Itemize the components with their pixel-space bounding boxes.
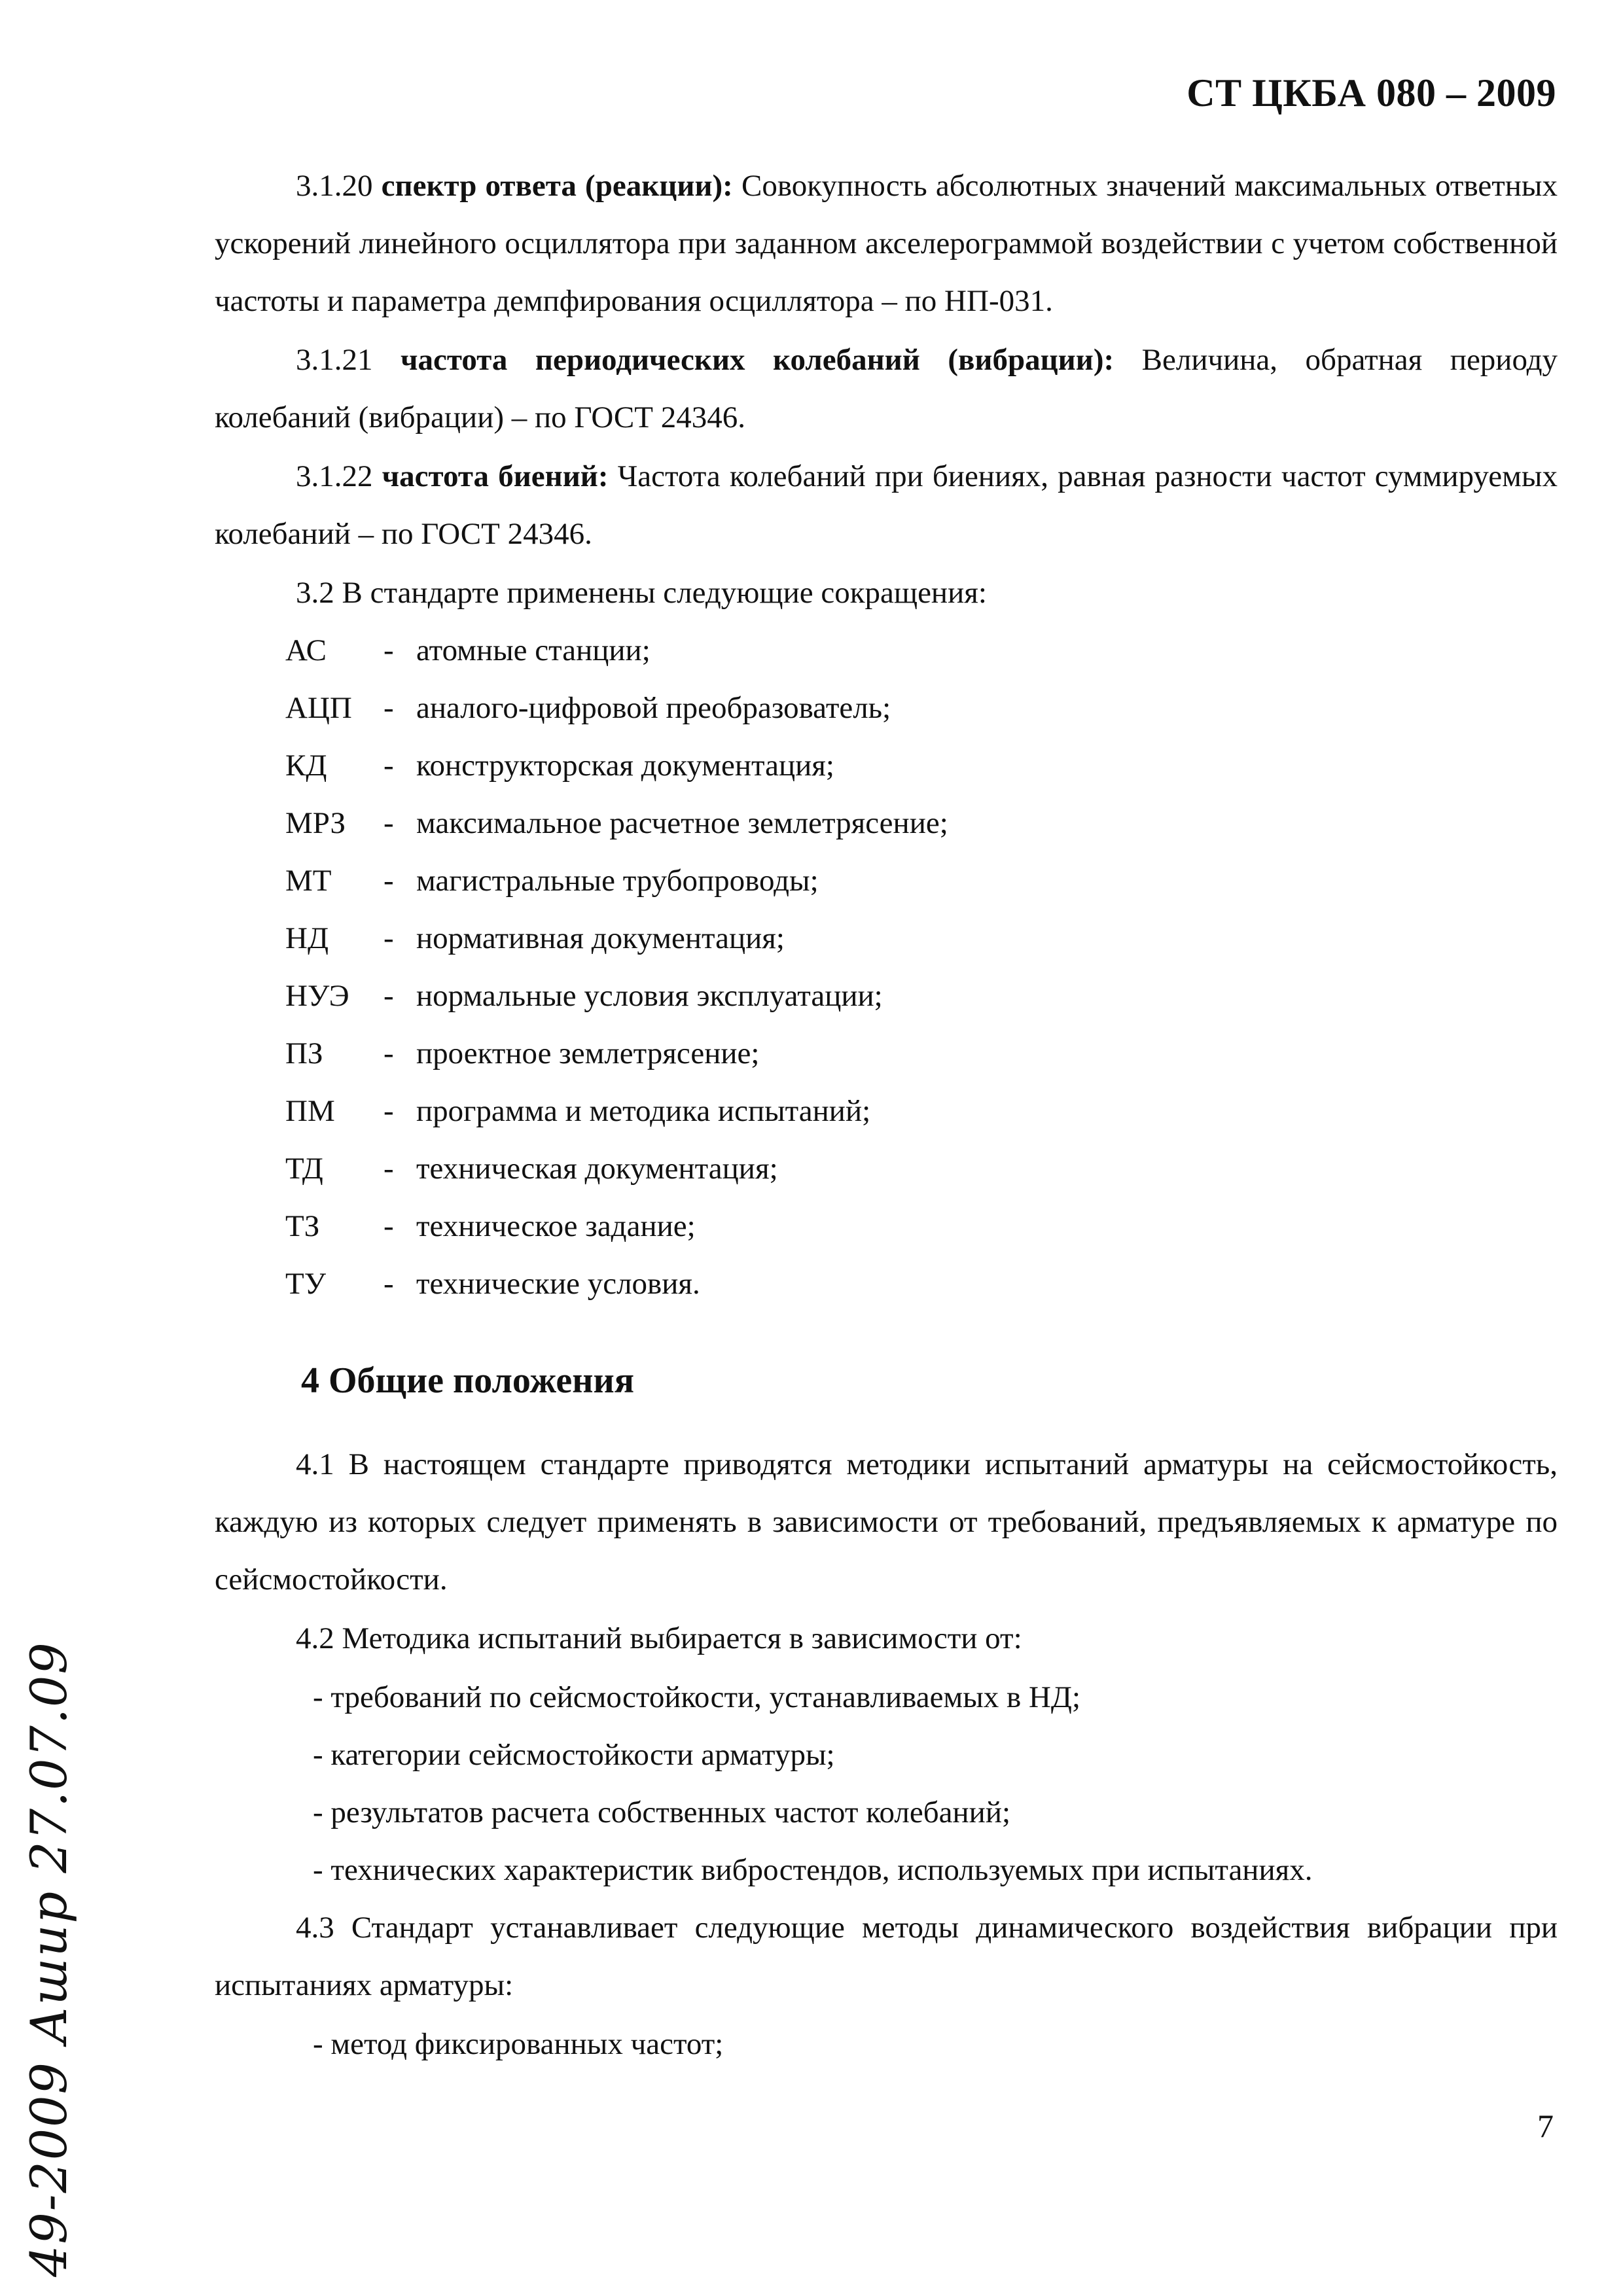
abbreviation-item: [285, 910, 1558, 967]
abbreviation-code: АЦП: [285, 691, 352, 725]
list-item: - технических характеристик вибростендов, используемых при испытаниях.: [313, 1853, 1313, 1887]
abbreviation-description: нормативная документация;: [416, 921, 785, 955]
paragraph-3-1-22: [215, 448, 1558, 563]
abbreviation-code: ТД: [285, 1152, 323, 1186]
abbreviation-dash: -: [383, 1209, 394, 1243]
abbreviation-dash: -: [383, 691, 394, 725]
abbreviation-item: [285, 1255, 1558, 1313]
abbreviation-code: ПМ: [285, 1094, 335, 1128]
abbreviation-item: [285, 794, 1558, 852]
abbreviation-description: программа и методика испытаний;: [416, 1094, 871, 1128]
abbreviation-code: ПЗ: [285, 1036, 323, 1070]
abbreviation-dash: -: [383, 1267, 394, 1301]
abbreviation-item: [285, 622, 1558, 679]
abbreviation-code: НУЭ: [285, 979, 349, 1013]
abbreviation-code: ТУ: [285, 1267, 326, 1301]
abbreviation-description: нормальные условия эксплуатации;: [416, 979, 883, 1013]
list-item: - результатов расчета собственных частот колебаний;: [313, 1795, 1011, 1829]
abbreviation-item: [285, 1197, 1558, 1255]
clause-number: 3.1.20: [296, 169, 373, 203]
abbreviation-item: [285, 737, 1558, 794]
abbreviation-dash: -: [383, 1094, 394, 1128]
abbreviation-item: [285, 1025, 1558, 1082]
abbreviation-item: [285, 1140, 1558, 1197]
document-code-header: СТ ЦКБА 080 – 2009: [1186, 71, 1556, 115]
abbreviation-code: МРЗ: [285, 806, 346, 840]
list-item: - категории сейсмостойкости арматуры;: [313, 1738, 835, 1772]
abbreviation-code: ТЗ: [285, 1209, 320, 1243]
abbreviation-dash: -: [383, 1036, 394, 1070]
abbreviation-description: атомные станции;: [416, 633, 651, 667]
abbreviation-dash: -: [383, 921, 394, 955]
definition: Частота колебаний при биениях, равная разности частот суммируемых колебаний – по ГОСТ 24346.: [215, 459, 1558, 551]
abbreviation-item: [285, 679, 1558, 737]
clause-number: 3.1.22: [296, 459, 373, 493]
abbreviation-description: максимальное расчетное землетрясение;: [416, 806, 948, 840]
clause-number: 3.1.21: [296, 343, 373, 377]
abbreviation-code: КД: [285, 749, 327, 783]
list-item: - требований по сейсмостойкости, устанавливаемых в НД;: [313, 1680, 1081, 1714]
abbreviations-intro: 3.2 В стандарте применены следующие сокращения:: [296, 576, 987, 610]
abbreviation-description: магистральные трубопроводы;: [416, 864, 819, 898]
definition: Величина, обратная периоду колебаний (вибрации) – по ГОСТ 24346.: [215, 343, 1558, 434]
abbreviation-dash: -: [383, 806, 394, 840]
list-item: - метод фиксированных частот;: [313, 2027, 724, 2061]
abbreviation-description: техническая документация;: [416, 1152, 778, 1186]
term: частота периодических колебаний (вибрации):: [401, 343, 1115, 377]
abbreviation-dash: -: [383, 979, 394, 1013]
term: частота биений:: [382, 459, 609, 493]
abbreviation-description: проектное землетрясение;: [416, 1036, 760, 1070]
abbreviation-dash: -: [383, 749, 394, 783]
paragraph-4-2: 4.2 Методика испытаний выбирается в зависимости от:: [296, 1621, 1022, 1655]
page-number: 7: [1537, 2108, 1554, 2144]
abbreviation-description: техническое задание;: [416, 1209, 696, 1243]
abbreviation-description: аналого-цифровой преобразователь;: [416, 691, 891, 725]
abbreviation-description: конструкторская документация;: [416, 749, 834, 783]
paragraph-4-1: 4.1 В настоящем стандарте приводятся методики испытаний арматуры на сейсмостойкость, каждую из которых следует применять в зависимости от требований, предъявляемых к арматуре по сейсмостойкости.: [215, 1447, 1558, 1597]
definition: Совокупность абсолютных значений максимальных ответных ускорений линейного осциллятора при заданном акселерограммой воздействии с учетом собственной частоты и параметра демпфирования осциллятора – по НП-031.: [215, 169, 1558, 318]
section-4-heading: 4 Общие положения: [301, 1360, 635, 1401]
abbreviation-dash: -: [383, 1152, 394, 1186]
paragraph-3-1-21: [215, 331, 1558, 446]
abbreviation-description: технические условия.: [416, 1267, 700, 1301]
abbreviation-item: [285, 967, 1558, 1025]
handwritten-margin-note: 49-2009 Ашир 27.07.09: [20, 1641, 78, 2277]
paragraph-3-1-20: [215, 157, 1558, 330]
abbreviation-dash: -: [383, 633, 394, 667]
abbreviation-code: АС: [285, 633, 327, 667]
abbreviation-item: [285, 1082, 1558, 1140]
abbreviation-dash: -: [383, 864, 394, 898]
abbreviation-code: НД: [285, 921, 329, 955]
paragraph-4-3: 4.3 Стандарт устанавливает следующие методы динамического воздействия вибрации при испытаниях арматуры:: [215, 1911, 1558, 2002]
abbreviations-list: [215, 622, 1558, 1313]
page-body: [215, 157, 1558, 2073]
term: спектр ответа (реакции):: [381, 169, 733, 203]
abbreviation-item: [285, 852, 1558, 910]
abbreviation-code: МТ: [285, 864, 332, 898]
